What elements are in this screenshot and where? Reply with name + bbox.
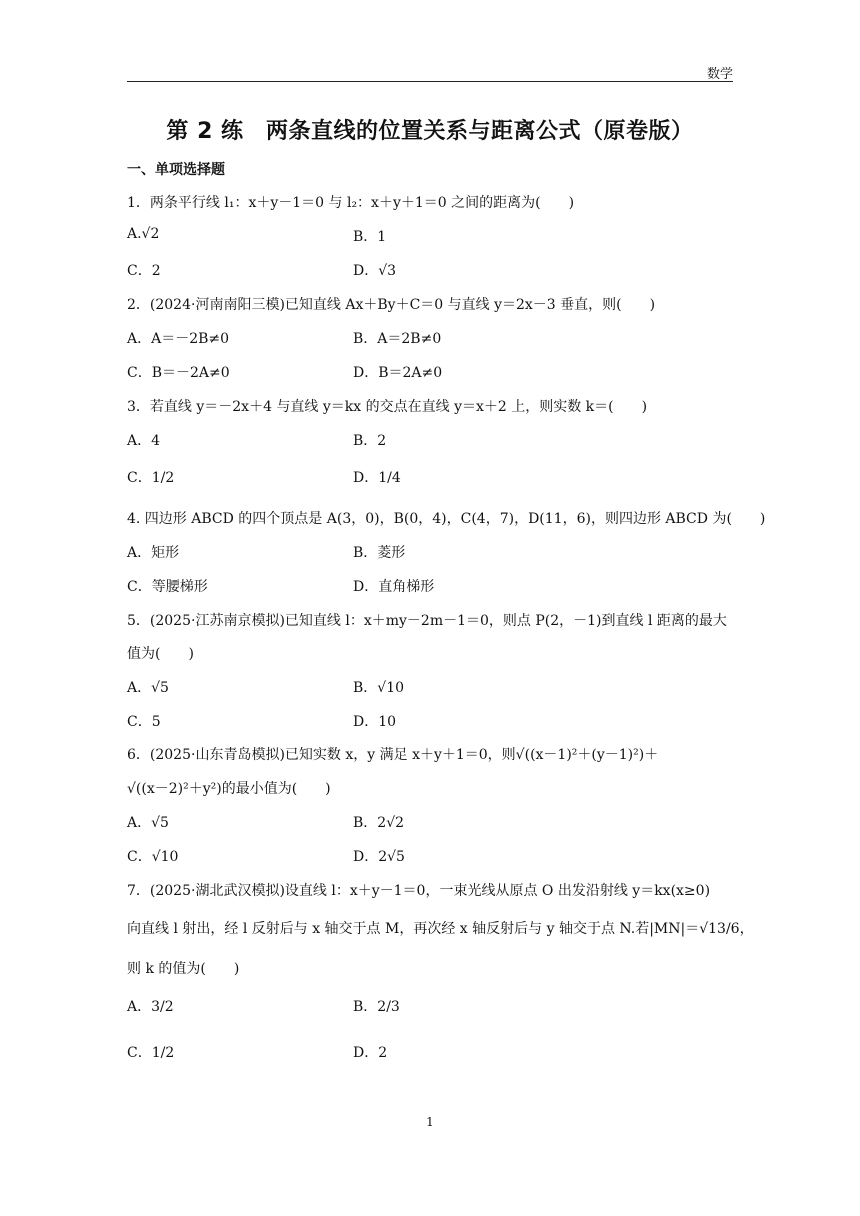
question-7-option-d: D．2 bbox=[353, 1045, 388, 1061]
question-5-stem-line-1: 5．(2025·江苏南京模拟)已知直线 l：x＋my－2m－1＝0，则点 P(2，－1)到直线 l 距离的最大 bbox=[127, 613, 727, 629]
question-4-stem: 4. 四边形 ABCD 的四个顶点是 A(3，0)，B(0，4)，C(4，7)，D(11，6)，则四边形 ABCD 为( ) bbox=[127, 511, 766, 527]
question-6-option-b: B．2√2 bbox=[353, 815, 405, 831]
question-5-option-a: A．√5 bbox=[127, 680, 169, 696]
question-1-option-d: D．√3 bbox=[353, 263, 397, 279]
question-4-option-b: B．菱形 bbox=[353, 545, 406, 561]
section-heading: 一、单项选择题 bbox=[127, 162, 225, 178]
question-2-option-a: A．A＝－2B≠0 bbox=[127, 331, 230, 347]
question-5-option-c: C．5 bbox=[127, 714, 161, 730]
question-6-stem-line-1: 6．(2025·山东青岛模拟)已知实数 x，y 满足 x＋y＋1＝0，则√((x－1)²＋(y－1)²)＋ bbox=[127, 747, 659, 763]
document-title: 第 2 练 两条直线的位置关系与距离公式（原卷版） bbox=[166, 119, 694, 144]
question-6-option-d: D．2√5 bbox=[353, 849, 405, 865]
header-subject: 数学 bbox=[706, 67, 733, 82]
question-3-stem: 3．若直线 y＝－2x＋4 与直线 y＝kx 的交点在直线 y＝x＋2 上，则实数 k＝( ) bbox=[127, 399, 648, 415]
question-2-option-c: C．B＝－2A≠0 bbox=[127, 365, 230, 381]
question-3-option-b: B．2 bbox=[353, 433, 387, 449]
question-7-option-b: B．2/3 bbox=[353, 999, 400, 1015]
question-4-option-d: D．直角梯形 bbox=[353, 579, 435, 595]
question-1-option-a: A.√2 bbox=[127, 226, 160, 242]
question-1-option-c: C．2 bbox=[127, 263, 161, 279]
question-2-option-b: B．A＝2B≠0 bbox=[353, 331, 442, 347]
question-6-stem-line-2: √((x－2)²＋y²)的最小值为( ) bbox=[127, 781, 331, 797]
question-5-option-d: D．10 bbox=[353, 714, 397, 730]
question-2-stem: 2．(2024·河南南阳三模)已知直线 Ax＋By＋C＝0 与直线 y＝2x－3 垂直，则( ) bbox=[127, 297, 656, 313]
question-2-option-d: D．B＝2A≠0 bbox=[353, 365, 443, 381]
question-7-option-a: A．3/2 bbox=[127, 999, 174, 1015]
question-4-option-a: A．矩形 bbox=[127, 545, 180, 561]
question-7-stem-line-1: 7．(2025·湖北武汉模拟)设直线 l：x＋y－1＝0，一束光线从原点 O 出发沿射线 y＝kx(x≥0) bbox=[127, 883, 711, 899]
question-1-option-b: B．1 bbox=[353, 229, 387, 245]
question-7-stem-line-2: 向直线 l 射出，经 l 反射后与 x 轴交于点 M，再次经 x 轴反射后与 y 轴交于点 N.若|MN|＝√13/6， bbox=[127, 921, 754, 937]
question-7-option-c: C．1/2 bbox=[127, 1045, 175, 1061]
question-1-stem: 1．两条平行线 l₁：x＋y－1＝0 与 l₂：x＋y＋1＝0 之间的距离为( ) bbox=[127, 195, 575, 211]
question-3-option-c: C．1/2 bbox=[127, 470, 175, 486]
question-7-stem-line-3: 则 k 的值为( ) bbox=[127, 961, 240, 977]
question-4-option-c: C．等腰梯形 bbox=[127, 579, 208, 595]
question-6-option-a: A．√5 bbox=[127, 815, 169, 831]
question-5-option-b: B．√10 bbox=[353, 680, 405, 696]
question-6-option-c: C．√10 bbox=[127, 849, 179, 865]
question-3-option-d: D．1/4 bbox=[353, 470, 401, 486]
page-number: 1 bbox=[426, 1115, 434, 1129]
question-3-option-a: A．4 bbox=[127, 433, 161, 449]
header-rule bbox=[127, 81, 733, 82]
question-5-stem-line-2: 值为( ) bbox=[127, 646, 194, 662]
